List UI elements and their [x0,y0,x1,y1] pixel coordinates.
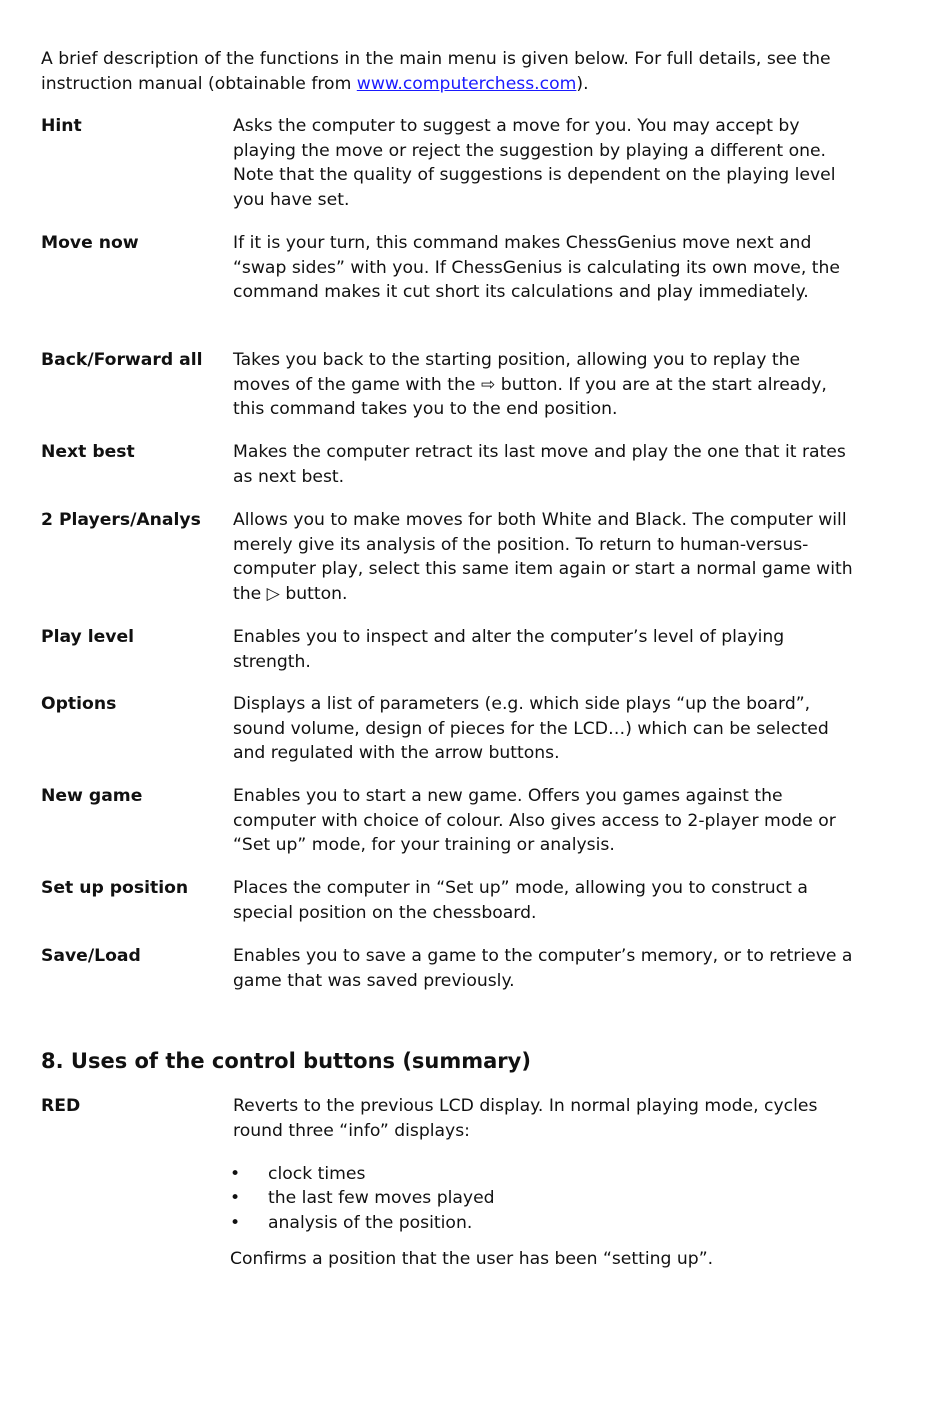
menu-item-description: If it is your turn, this command makes ChessGenius move next and “swap sides” with you. If ChessGenius is calculating its own move, the command makes it cut short its calculations and play immediately. [233,233,841,303]
menu-item-term: Set up position [41,878,189,898]
control-button-term: RED [41,1096,81,1116]
list-item: • the last few moves played [226,1186,495,1210]
menu-item-term: Options [41,694,117,714]
menu-item-description: Places the computer in “Set up” mode, allowing you to construct a special position on the chessboard. [233,878,808,923]
menu-item-description: Takes you back to the starting position, allowing you to replay the moves of the game with the ⇨ button. If you are at the start already, this command takes you to the end position. [233,350,827,420]
menu-item-term: Move now [41,233,139,253]
intro-text-before: A brief description of the functions in the main menu is given below. For full details, see the instruction manual (obtainable from [41,49,831,94]
confirm-paragraph: Confirms a position that the user has been “setting up”. [230,1249,714,1269]
menu-item-term: Back/Forward all [41,350,203,370]
menu-item-description: Enables you to start a new game. Offers you games against the computer with choice of colour. Also gives access to 2-player mode or “Set up” mode, for your training or analysis. [233,786,836,856]
list-item: • clock times [226,1162,495,1186]
menu-item-description: Displays a list of parameters (e.g. which side plays “up the board”, sound volume, design of pieces for the LCD…) which can be selected and regulated with the arrow buttons. [233,694,829,764]
menu-item-term: New game [41,786,143,806]
menu-item-description: Enables you to save a game to the computer’s memory, or to retrieve a game that was saved previously. [233,946,853,991]
intro-paragraph [41,47,851,96]
control-button-description: Reverts to the previous LCD display. In normal playing mode, cycles round three “info” displays: [233,1096,818,1141]
list-item: • analysis of the position. [226,1211,495,1235]
menu-item-description: Allows you to make moves for both White and Black. The computer will merely give its analysis of the position. To return to human-versus-computer play, select this same item again or start a normal game with the ▷ button. [233,510,853,604]
menu-item-term: Play level [41,627,135,647]
info-display-list [226,1162,495,1235]
menu-item-description: Asks the computer to suggest a move for you. You may accept by playing the move or reject the suggestion by playing a different one. Note that the quality of suggestions is dependent on the playing level you have set. [233,116,836,210]
menu-item-description: Makes the computer retract its last move and play the one that it rates as next best. [233,442,846,487]
computerchess-link[interactable]: www.computerchess.com [356,73,577,94]
menu-item-term: Save/Load [41,946,141,966]
menu-item-description: Enables you to inspect and alter the computer’s level of playing strength. [233,627,785,672]
intro-text-after: ). [576,73,589,94]
menu-item-term: Next best [41,442,135,462]
menu-item-term: 2 Players/Analys [41,510,201,530]
section-heading: 8. Uses of the control buttons (summary) [41,1049,531,1073]
menu-item-term: Hint [41,116,82,136]
